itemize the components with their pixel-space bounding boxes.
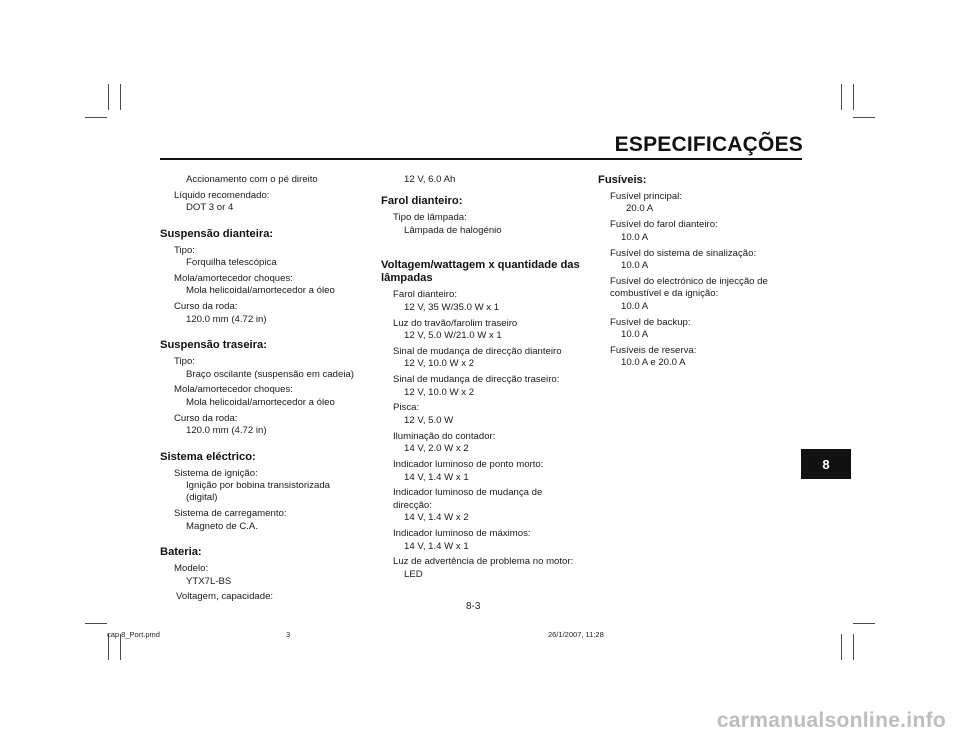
spec-value: Accionamento com o pé direito — [186, 174, 318, 185]
spec-value: Mola helicoidal/amortecedor a óleo — [186, 396, 335, 408]
spec-value: Forquilha telescópica — [186, 257, 277, 269]
spec-label: Voltagem, capacidade: — [176, 591, 274, 603]
footer-page: 3 — [286, 630, 291, 639]
column-2 — [381, 174, 596, 581]
spec-value: 10.0 A — [621, 260, 649, 272]
crop-mark — [108, 84, 109, 110]
spec-label: Fusível de backup: — [610, 316, 691, 328]
section-heading: Suspensão traseira: — [160, 339, 267, 352]
spec-label: Curso da roda: — [174, 412, 238, 424]
spec-value: 14 V, 1.4 W x 2 — [404, 512, 469, 524]
spec-label: Curso da roda: — [174, 301, 238, 313]
crop-mark — [85, 117, 107, 118]
spec-value: YTX7L-BS — [186, 575, 232, 587]
column-1 — [160, 174, 365, 604]
column-3 — [598, 174, 798, 370]
spec-label: Sistema de carregamento: — [174, 508, 287, 520]
section-heading: Farol dianteiro: — [381, 195, 463, 208]
crop-mark — [841, 634, 842, 660]
crop-mark — [841, 84, 842, 110]
spec-label: Fusível do sistema de sinalização: — [610, 247, 757, 259]
spec-value: Lâmpada de halogénio — [404, 224, 502, 236]
spec-label: Sinal de mudança de direcção traseiro: — [393, 374, 560, 386]
spec-value: 120.0 mm (4.72 in) — [186, 425, 267, 437]
spec-value: 14 V, 1.4 W x 1 — [404, 471, 469, 483]
spec-label: direcção: — [393, 499, 432, 511]
spec-value: Ignição por bobina transistorizada — [186, 480, 330, 491]
spec-label: Fusíveis de reserva: — [610, 344, 697, 356]
spec-value: 10.0 A — [621, 300, 649, 312]
spec-label: Sinal de mudança de direcção dianteiro — [393, 345, 562, 357]
spec-value: 12 V, 5.0 W/21.0 W x 1 — [404, 329, 502, 341]
spec-label: Sistema de ignição: — [174, 467, 258, 479]
spec-value: 120.0 mm (4.72 in) — [186, 313, 267, 325]
spec-label: Iluminação do contador: — [393, 430, 496, 442]
spec-label: Luz de advertência de problema no motor: — [393, 556, 574, 568]
spec-value: 10.0 A — [621, 231, 649, 243]
spec-label: Luz do travão/farolim traseiro — [393, 317, 518, 329]
spec-label: Indicador luminoso de mudança de — [393, 487, 543, 499]
spec-value: 12 V, 5.0 W — [404, 414, 454, 426]
watermark: carmanualsonline.info — [716, 709, 946, 732]
section-heading: lâmpadas — [381, 272, 433, 285]
section-heading: Bateria: — [160, 546, 202, 559]
spec-value: DOT 3 or 4 — [186, 202, 234, 214]
spec-value: 14 V, 1.4 W x 1 — [404, 540, 469, 552]
spec-value: LED — [404, 568, 423, 580]
spec-label: Indicador luminoso de ponto morto: — [393, 459, 544, 471]
page-number: 8-3 — [466, 601, 481, 612]
spec-label: Pisca: — [393, 402, 420, 414]
section-heading: Voltagem/wattagem x quantidade das — [381, 259, 580, 272]
spec-label: Mola/amortecedor choques: — [174, 273, 293, 285]
crop-mark — [120, 84, 121, 110]
spec-label: Fusível do farol dianteiro: — [610, 219, 718, 231]
spec-label: Fusível do electrónico de injecção de — [610, 275, 768, 287]
spec-value: 10.0 A — [621, 329, 649, 341]
spec-label: Mola/amortecedor choques: — [174, 384, 293, 396]
spec-value: 12 V, 10.0 W x 2 — [404, 386, 475, 398]
spec-value: Magneto de C.A. — [186, 520, 258, 532]
spec-label: Modelo: — [174, 563, 209, 575]
crop-mark — [853, 84, 854, 110]
footer-datetime: 26/1/2007, 11:28 — [548, 630, 604, 639]
spec-label: Fusível principal: — [610, 191, 682, 202]
spec-label: Indicador luminoso de máximos: — [393, 528, 531, 540]
section-heading: Suspensão dianteira: — [160, 227, 274, 240]
crop-mark — [853, 623, 875, 624]
spec-label: Tipo: — [174, 356, 195, 368]
page-title: ESPECIFICAÇÕES — [614, 133, 803, 156]
footer-filename: cap 8_Port.pmd — [107, 630, 160, 639]
spec-value: 14 V, 2.0 W x 2 — [404, 443, 469, 455]
spec-value: 12 V, 10.0 W x 2 — [404, 358, 475, 370]
spec-label: Tipo de lâmpada: — [393, 212, 467, 224]
section-heading: Fusíveis: — [598, 174, 647, 186]
spec-value: Braço oscilante (suspensão em cadeia) — [186, 368, 354, 380]
spec-value: Mola helicoidal/amortecedor a óleo — [186, 285, 335, 297]
crop-mark — [85, 623, 107, 624]
spec-label: Tipo: — [174, 244, 195, 256]
spec-value: 10.0 A e 20.0 A — [621, 357, 686, 369]
spec-label: Líquido recomendado: — [174, 189, 270, 201]
title-rule — [160, 158, 802, 160]
spec-value: 12 V, 6.0 Ah — [404, 174, 456, 185]
section-heading: Sistema eléctrico: — [160, 450, 256, 463]
spec-value: (digital) — [186, 492, 218, 504]
spec-label: combustível e da ignição: — [610, 288, 719, 300]
crop-mark — [853, 117, 875, 118]
chapter-tab: 8 — [801, 449, 851, 479]
crop-mark — [853, 634, 854, 660]
spec-value: 12 V, 35 W/35.0 W x 1 — [404, 301, 500, 313]
spec-label: Farol dianteiro: — [393, 289, 457, 301]
spec-value: 20.0 A — [626, 203, 654, 215]
